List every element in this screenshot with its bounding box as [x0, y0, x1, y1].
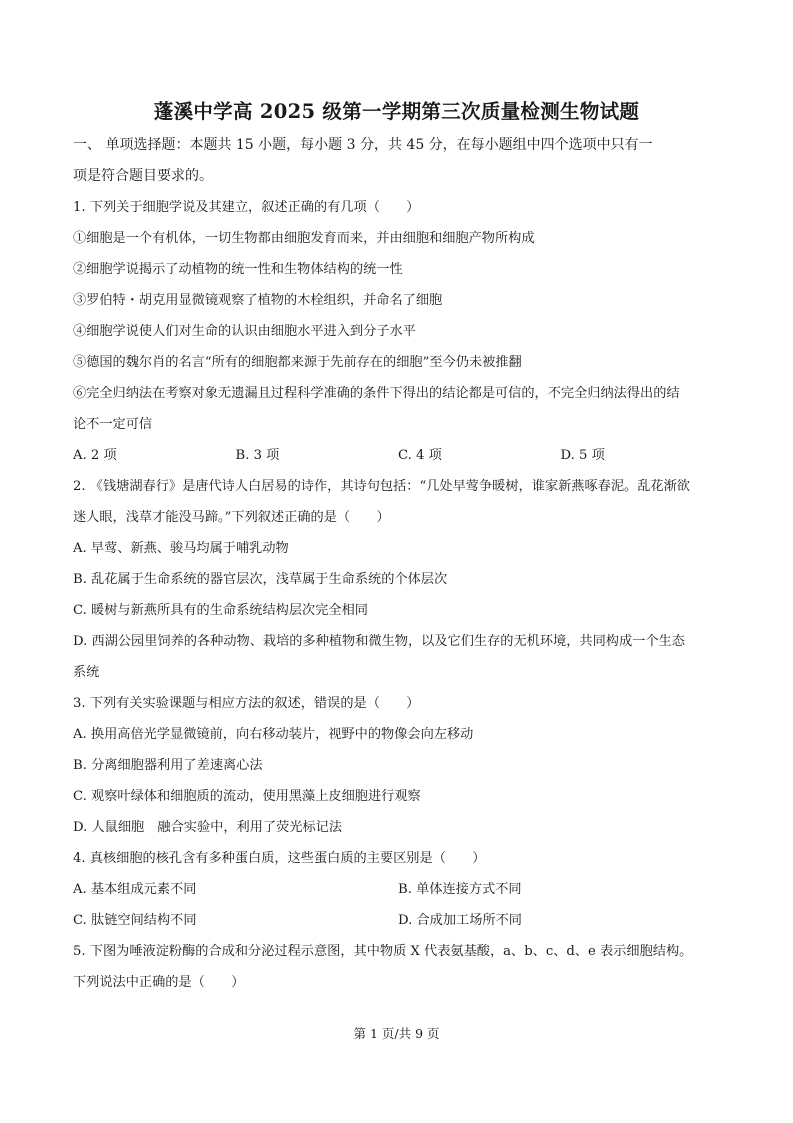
q4-option-b: B. 单体连接方式不同 — [398, 882, 522, 897]
q2-option-d: D. 西湖公园里饲养的各种动物、栽培的多种植物和微生物，以及它们生存的无机环境，共同构成一个生态 — [73, 634, 685, 649]
q4-options-row-2 — [73, 907, 723, 938]
q3-option-b: B. 分离细胞器利用了差速离心法 — [73, 758, 263, 773]
q1-item-5: ⑤德国的魏尔肖的名言“所有的细胞都来源于先前存在的细胞”至今仍未被推翻 — [73, 355, 522, 370]
q5-stem-line-2: 下列说法中正确的是（ ） — [73, 975, 245, 990]
q1-option-b: B. 3 项 — [235, 448, 280, 463]
q4-options-row-1 — [73, 876, 723, 907]
q2-option-d-continued: 系统 — [73, 665, 100, 680]
q3-stem: 3. 下列有关实验课题与相应方法的叙述，错误的是（ ） — [73, 696, 420, 711]
q1-option-d: D. 5 项 — [560, 448, 605, 463]
q1-stem: 1. 下列关于细胞学说及其建立，叙述正确的有几项（ ） — [73, 200, 420, 215]
q2-option-a: A. 早莺、新燕、骏马均属于哺乳动物 — [73, 541, 289, 556]
page-title: 蓬溪中学高 2025 级第一学期第三次质量检测生物试题 — [153, 100, 640, 123]
q1-options — [73, 442, 723, 473]
section-heading-line-2: 项是符合题目要求的。 — [73, 168, 213, 184]
exam-content — [73, 132, 723, 1000]
q1-item-6-continued: 论不一定可信 — [73, 417, 153, 432]
q2-stem-line-2: 迷人眼，浅草才能没马蹄。”下列叙述正确的是（ ） — [73, 510, 390, 525]
q4-option-c: C. 肽链空间结构不同 — [73, 913, 197, 928]
q1-option-a: A. 2 项 — [73, 448, 117, 463]
q4-option-d: D. 合成加工场所不同 — [398, 913, 522, 928]
q1-item-4: ④细胞学说使人们对生命的认识由细胞水平进入到分子水平 — [73, 324, 416, 339]
q3-option-a: A. 换用高倍光学显微镜前，向右移动装片，视野中的物像会向左移动 — [73, 727, 474, 742]
q2-stem-line-1: 2. 《钱塘湖春行》是唐代诗人白居易的诗作，其诗句包括：“几处早莺争暖树，谁家新燕啄春泥。乱花渐欲 — [73, 479, 690, 494]
q2-option-c: C. 暖树与新燕所具有的生命系统结构层次完全相同 — [73, 603, 368, 618]
q1-item-2: ②细胞学说揭示了动植物的统一性和生物体结构的统一性 — [73, 262, 403, 277]
section-heading-line-1: 一、 单项选择题：本题共 15 小题，每小题 3 分，共 45 分，在每小题组中四个选项中只有一 — [73, 137, 653, 153]
q1-item-6: ⑥完全归纳法在考察对象无遗漏且过程科学准确的条件下得出的结论都是可信的，不完全归纳法得出的结 — [73, 386, 680, 401]
q3-option-d: D. 人鼠细胞 融合实验中，利用了荧光标记法 — [73, 820, 343, 835]
q4-option-a: A. 基本组成元素不同 — [73, 882, 197, 897]
q1-item-1: ①细胞是一个有机体，一切生物都由细胞发育而来，并由细胞和细胞产物所构成 — [73, 231, 535, 246]
q5-stem-line-1: 5. 下图为唾液淀粉酶的合成和分泌过程示意图，其中物质 X 代表氨基酸，a、b、c、d、e 表示细胞结构。 — [73, 944, 693, 959]
q1-item-3: ③罗伯特・胡克用显微镜观察了植物的木栓组织，并命名了细胞 — [73, 293, 443, 308]
q2-option-b: B. 乱花属于生命系统的器官层次，浅草属于生命系统的个体层次 — [73, 572, 448, 587]
page-footer: 第 1 页/共 9 页 — [353, 1026, 440, 1041]
q3-option-c: C. 观察叶绿体和细胞质的流动，使用黑藻上皮细胞进行观察 — [73, 789, 421, 804]
q1-option-c: C. 4 项 — [398, 448, 442, 463]
q4-stem: 4. 真核细胞的核孔含有多种蛋白质，这些蛋白质的主要区别是（ ） — [73, 851, 486, 866]
